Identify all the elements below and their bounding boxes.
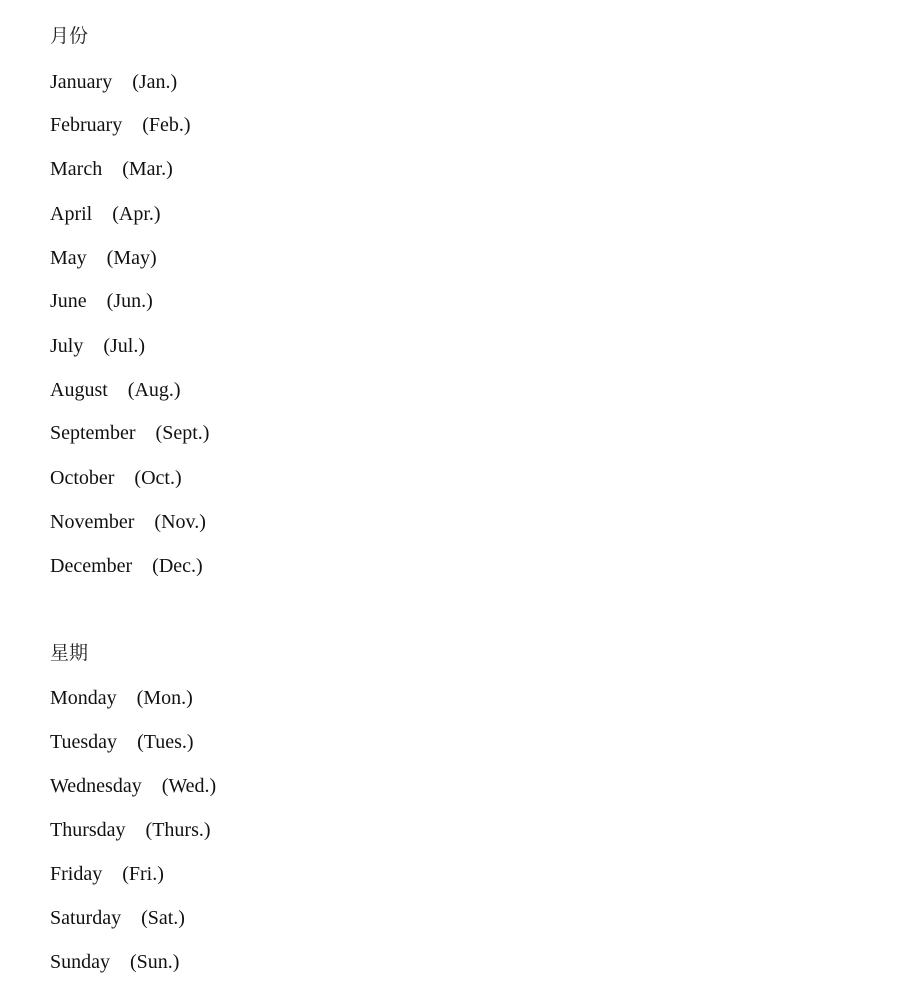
month-row-july	[50, 333, 145, 359]
month-abbreviation: (Jul.)	[103, 335, 146, 357]
month-full-name: December	[50, 555, 133, 577]
weekday-row-tuesday	[50, 729, 194, 755]
month-row-december	[50, 553, 203, 579]
month-full-name: June	[50, 290, 87, 312]
month-full-name: November	[50, 511, 135, 533]
month-row-october	[50, 465, 182, 491]
month-row-march	[50, 156, 173, 182]
weekday-row-monday	[50, 685, 193, 711]
months-heading: 月份	[50, 25, 89, 47]
weekday-abbreviation: (Tues.)	[137, 731, 194, 753]
month-full-name: February	[50, 114, 123, 136]
weekday-abbreviation: (Wed.)	[161, 775, 217, 797]
month-abbreviation: (Oct.)	[134, 467, 182, 489]
month-full-name: May	[50, 247, 87, 269]
weekday-full-name: Thursday	[50, 819, 126, 841]
weekday-full-name: Wednesday	[50, 775, 142, 797]
month-abbreviation: (May)	[106, 247, 157, 269]
weekday-row-wednesday	[50, 773, 216, 799]
month-row-august	[50, 377, 181, 403]
month-full-name: August	[50, 379, 108, 401]
month-row-june	[50, 288, 153, 314]
weekday-row-saturday	[50, 905, 185, 931]
weekday-abbreviation: (Thurs.)	[145, 819, 211, 841]
month-abbreviation: (Dec.)	[152, 555, 203, 577]
weekdays-heading: 星期	[50, 642, 89, 664]
month-row-february	[50, 112, 191, 138]
weekday-row-friday	[50, 861, 164, 887]
month-row-september	[50, 420, 209, 446]
weekday-abbreviation: (Sat.)	[141, 907, 185, 929]
weekday-full-name: Saturday	[50, 907, 122, 929]
month-row-april	[50, 201, 161, 227]
weekday-row-sunday	[50, 949, 179, 975]
weekday-abbreviation: (Fri.)	[122, 863, 164, 885]
weekday-abbreviation: (Mon.)	[136, 687, 193, 709]
month-abbreviation: (Jun.)	[106, 290, 153, 312]
month-row-november	[50, 509, 206, 535]
month-abbreviation: (Sept.)	[155, 422, 210, 444]
month-full-name: September	[50, 422, 136, 444]
month-row-may	[50, 245, 157, 271]
month-abbreviation: (Feb.)	[142, 114, 191, 136]
month-abbreviation: (Mar.)	[122, 158, 173, 180]
month-abbreviation: (Nov.)	[154, 511, 206, 533]
month-full-name: January	[50, 71, 113, 93]
month-full-name: October	[50, 467, 115, 489]
month-full-name: April	[50, 203, 93, 225]
month-abbreviation: (Aug.)	[127, 379, 181, 401]
weekday-row-thursday	[50, 817, 211, 843]
month-row-january	[50, 69, 177, 95]
weekday-full-name: Monday	[50, 687, 117, 709]
month-full-name: July	[50, 335, 84, 357]
weekday-full-name: Sunday	[50, 951, 110, 973]
weekday-full-name: Tuesday	[50, 731, 118, 753]
weekday-abbreviation: (Sun.)	[130, 951, 180, 973]
weekday-full-name: Friday	[50, 863, 103, 885]
month-abbreviation: (Apr.)	[112, 203, 161, 225]
month-full-name: March	[50, 158, 103, 180]
month-abbreviation: (Jan.)	[132, 71, 178, 93]
